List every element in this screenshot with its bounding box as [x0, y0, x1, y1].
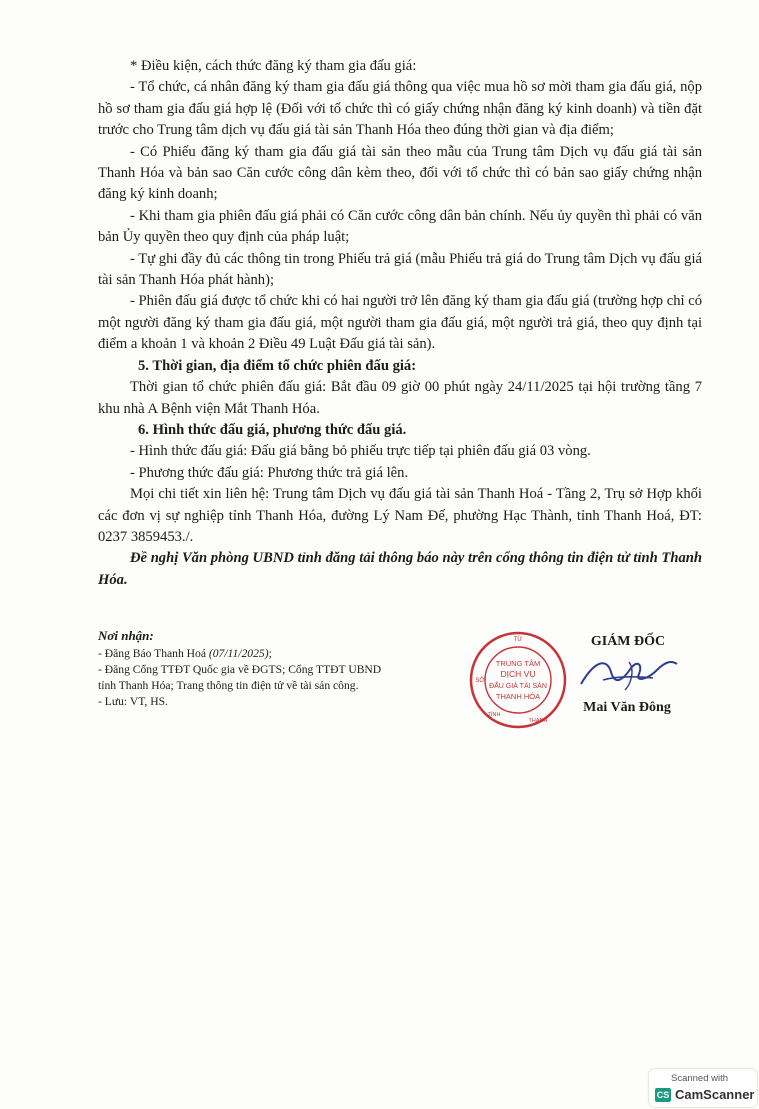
document-body [98, 56, 702, 591]
recipient-item-text: - Đăng Báo Thanh Hoá [98, 647, 209, 660]
section-5-heading: 5. Thời gian, địa điểm tổ chức phiên đấu giá: [138, 357, 417, 374]
recipients-heading: Nơi nhận: [98, 628, 154, 643]
svg-text:TRUNG TÂM: TRUNG TÂM [495, 659, 541, 668]
camscanner-logo-icon: CS [656, 1090, 670, 1100]
svg-text:TỪ: TỪ [513, 637, 523, 643]
svg-text:DỊCH VỤ: DỊCH VỤ [500, 669, 536, 679]
svg-text:SỞ: SỞ [475, 678, 485, 684]
recipient-item: - Đăng Cổng TTĐT Quốc gia về ĐGTS; Cổng TTĐT UBND tỉnh Thanh Hóa; Trang thông tin điện tử về tài sản công. [98, 663, 382, 692]
auction-time-paragraph: Thời gian tổ chức phiên đấu giá: Bắt đầu 09 giờ 00 phút ngày 24/11/2025 tại hội trường tầng 7 khu nhà A Bệnh viện Mắt Thanh Hóa. [98, 379, 702, 417]
svg-text:TỈNH: TỈNH [487, 712, 501, 718]
condition-item: - Có Phiếu đăng ký tham gia đấu giá tài sản theo mẫu của Trung tâm Dịch vụ đấu giá tài sản Thanh Hóa và bản sao Căn cước công dân kèm theo, đối với tổ chức thì có bản sao giấy chứng nhận đăng ký kinh doanh; [98, 143, 702, 203]
conditions-heading: * Điều kiện, cách thức đăng ký tham gia đấu giá: [130, 58, 417, 74]
svg-text:THANH HÓA: THANH HÓA [495, 692, 541, 701]
contact-paragraph: Mọi chi tiết xin liên hệ: Trung tâm Dịch vụ đấu giá tài sản Thanh Hoá - Tầng 2, Trụ sở Hợp khối các đơn vị sự nghiệp tỉnh Thanh Hóa, đường Lý Nam Đế, phường Hạc Thành, tỉnh Thanh Hoá, ĐT: 0237 3859453./. [98, 486, 702, 545]
signature-block [468, 628, 702, 738]
camscanner-watermark [649, 1069, 757, 1107]
auction-method-item: - Phương thức đấu giá: Phương thức trả giá lên. [130, 464, 409, 481]
signer-title: GIÁM ĐỐC [590, 634, 666, 649]
section-6-heading: 6. Hình thức đấu giá, phương thức đấu giá. [138, 421, 407, 438]
recipient-item [98, 646, 398, 662]
watermark-caption: Scanned with [671, 1073, 729, 1084]
svg-text:THANH: THANH [528, 718, 548, 724]
condition-item: - Khi tham gia phiên đấu giá phải có Căn cước công dân bản chính. Nếu ủy quyền thì phải có văn bản Ủy quyền theo quy định của pháp luật; [98, 207, 702, 246]
document-footer [98, 628, 702, 738]
recipients-block [98, 628, 398, 710]
condition-item: - Tự ghi đầy đủ các thông tin trong Phiếu trả giá (mẫu Phiếu trả giá do Trung tâm Dịch vụ đấu giá tài sản Thanh Hóa phát hành); [98, 250, 702, 289]
condition-item: - Phiên đấu giá được tổ chức khi có hai người trở lên đăng ký tham gia đấu giá (trường hợp chỉ có một người đăng ký tham gia đấu giá, một người tham gia đấu giá, một người trả giá, theo quy định tại điểm a khoản 1 và khoản 2 Điều 49 Luật Đấu giá tài sản). [98, 293, 702, 353]
signer-name: Mai Văn Đông [583, 700, 671, 715]
handwritten-signature-icon [573, 650, 683, 696]
recipient-item: - Lưu: VT, HS. [98, 695, 168, 708]
auction-form-item: - Hình thức đấu giá: Đấu giá bằng bỏ phiếu trực tiếp tại phiên đấu giá 03 vòng. [130, 443, 591, 460]
watermark-brand: CamScanner [675, 1087, 755, 1102]
svg-text:ĐẤU GIÁ TÀI SẢN: ĐẤU GIÁ TÀI SẢN [489, 683, 547, 690]
recipient-item-date: (07/11/2025) [208, 647, 269, 660]
recipient-item-suffix: ; [268, 647, 272, 660]
request-paragraph: Đề nghị Văn phòng UBND tỉnh đăng tải thông báo này trên cổng thông tin điện tử tỉnh Thanh Hóa. [98, 550, 702, 588]
condition-item: - Tổ chức, cá nhân đăng ký tham gia đấu giá thông qua việc mua hồ sơ mời tham gia đấu giá, nộp hồ sơ tham gia đấu giá hợp lệ (Đối với tổ chức thì có giấy chứng nhận đăng ký kinh doanh) và tiền đặt trước cho Trung tâm dịch vụ đấu giá tài sản Thanh Hóa theo đúng thời gian và địa điểm; [98, 79, 702, 139]
